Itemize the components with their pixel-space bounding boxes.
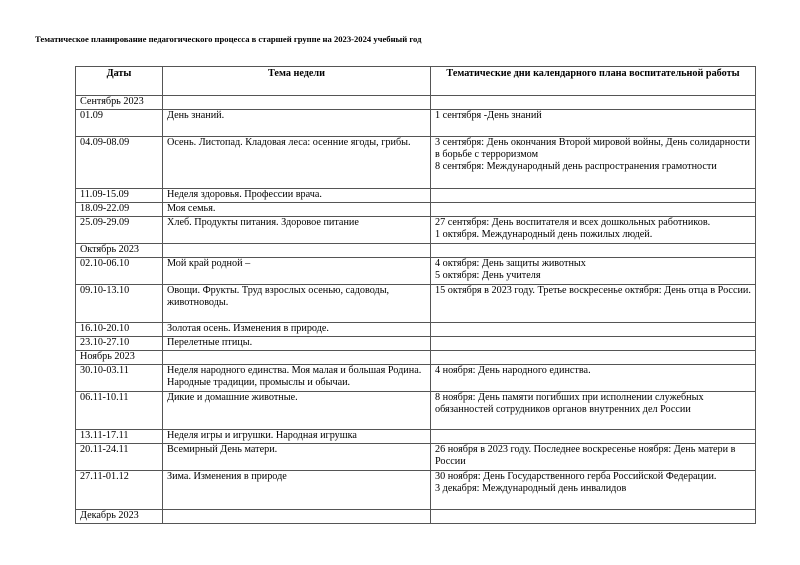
thematic-days-cell bbox=[431, 337, 756, 351]
table-row bbox=[76, 337, 756, 351]
week-theme-cell bbox=[163, 137, 431, 189]
dates-cell bbox=[76, 337, 163, 351]
dates-cell-text: 02.10-06.10 bbox=[80, 258, 130, 269]
dates-cell bbox=[76, 203, 163, 217]
month-row bbox=[76, 244, 756, 258]
table-row bbox=[76, 444, 756, 471]
week-theme-cell bbox=[163, 258, 431, 285]
dates-cell bbox=[76, 365, 163, 392]
dates-cell-text: 20.11-24.11 bbox=[80, 444, 129, 455]
week-theme-cell-text: День знаний. bbox=[167, 110, 225, 121]
dates-cell-text: Ноябрь 2023 bbox=[80, 351, 135, 362]
table-row bbox=[76, 189, 756, 203]
week-theme-cell bbox=[163, 96, 431, 110]
week-theme-cell-text: Зима. Изменения в природе bbox=[167, 471, 287, 482]
dates-cell bbox=[76, 392, 163, 430]
week-theme-cell bbox=[163, 444, 431, 471]
thematic-days-cell bbox=[431, 351, 756, 365]
dates-cell bbox=[76, 110, 163, 137]
dates-cell-text: 27.11-01.12 bbox=[80, 471, 129, 482]
dates-cell-text: Октябрь 2023 bbox=[80, 244, 140, 255]
dates-cell-text: 25.09-29.09 bbox=[80, 217, 130, 228]
thematic-days-cell-text: 27 сентября: День воспитателя и всех дошкольных работников. 1 октября. Международный день пожилых людей. bbox=[435, 217, 711, 241]
table-row bbox=[76, 392, 756, 430]
thematic-days-cell-text: 8 ноября: День памяти погибших при исполнении служебных обязанностей сотрудников органов внутренних дел России bbox=[435, 392, 704, 416]
dates-cell bbox=[76, 510, 163, 524]
thematic-days-cell bbox=[431, 110, 756, 137]
table-row bbox=[76, 217, 756, 244]
thematic-days-cell bbox=[431, 471, 756, 510]
dates-cell bbox=[76, 244, 163, 258]
dates-cell-text: 23.10-27.10 bbox=[80, 337, 130, 348]
week-theme-cell bbox=[163, 189, 431, 203]
document-title: Тематическое планирование педагогического процесса в старшей группе на 2023-2024 учебный год bbox=[35, 34, 422, 44]
table-row bbox=[76, 323, 756, 337]
dates-cell bbox=[76, 351, 163, 365]
month-row bbox=[76, 351, 756, 365]
table-row bbox=[76, 285, 756, 323]
thematic-days-cell bbox=[431, 285, 756, 323]
thematic-days-cell bbox=[431, 244, 756, 258]
thematic-days-cell bbox=[431, 430, 756, 444]
week-theme-cell bbox=[163, 217, 431, 244]
thematic-days-cell bbox=[431, 258, 756, 285]
dates-cell bbox=[76, 444, 163, 471]
week-theme-cell bbox=[163, 430, 431, 444]
week-theme-cell bbox=[163, 510, 431, 524]
week-theme-cell-text: Неделя народного единства. Моя малая и большая Родина. Народные традиции, промыслы и обычаи. bbox=[167, 365, 422, 389]
week-theme-cell bbox=[163, 351, 431, 365]
week-theme-cell bbox=[163, 392, 431, 430]
thematic-days-cell bbox=[431, 203, 756, 217]
week-theme-cell bbox=[163, 203, 431, 217]
thematic-days-cell bbox=[431, 365, 756, 392]
week-theme-cell bbox=[163, 337, 431, 351]
thematic-days-cell bbox=[431, 510, 756, 524]
table-row bbox=[76, 430, 756, 444]
week-theme-cell bbox=[163, 110, 431, 137]
week-theme-cell-text: Овощи. Фрукты. Труд взрослых осенью, садоводы, животноводы. bbox=[167, 285, 390, 309]
week-theme-cell-text: Золотая осень. Изменения в природе. bbox=[167, 323, 329, 334]
thematic-days-cell bbox=[431, 137, 756, 189]
thematic-days-cell-text: 30 ноября: День Государственного герба Российской Федерации. 3 декабря: Международный день инвалидов bbox=[435, 471, 717, 495]
week-theme-cell-text: Перелетные птицы. bbox=[167, 337, 253, 348]
table-row bbox=[76, 471, 756, 510]
thematic-days-cell-text: 4 ноября: День народного единства. bbox=[435, 365, 591, 376]
dates-cell-text: 13.11-17.11 bbox=[80, 430, 129, 441]
header-thematic-days: Тематические дни календарного плана воспитательной работы bbox=[431, 67, 756, 96]
month-row bbox=[76, 96, 756, 110]
dates-cell-text: 11.09-15.09 bbox=[80, 189, 129, 200]
dates-cell bbox=[76, 189, 163, 203]
thematic-days-cell-text: 4 октября: День защиты животных 5 октября: День учителя bbox=[435, 258, 586, 282]
week-theme-cell-text: Неделя игры и игрушки. Народная игрушка bbox=[167, 430, 357, 441]
week-theme-cell bbox=[163, 285, 431, 323]
dates-cell bbox=[76, 137, 163, 189]
dates-cell bbox=[76, 258, 163, 285]
thematic-days-cell-text: 26 ноября в 2023 году. Последнее воскресенье ноября: День матери в России bbox=[435, 444, 736, 468]
table-row bbox=[76, 365, 756, 392]
thematic-days-cell bbox=[431, 444, 756, 471]
week-theme-cell bbox=[163, 365, 431, 392]
thematic-days-cell bbox=[431, 96, 756, 110]
header-dates: Даты bbox=[76, 67, 163, 96]
thematic-days-cell-text: 3 сентября: День окончания Второй мировой войны, День солидарности в борьбе с терроризмом 8 сентября: Международный день распространения грамотности bbox=[435, 137, 750, 173]
week-theme-cell-text: Мой край родной – bbox=[167, 258, 251, 269]
table-row bbox=[76, 258, 756, 285]
week-theme-cell bbox=[163, 471, 431, 510]
thematic-days-cell-text: 1 сентября -День знаний bbox=[435, 110, 542, 121]
dates-cell-text: 30.10-03.11 bbox=[80, 365, 129, 376]
dates-cell-text: Сентябрь 2023 bbox=[80, 96, 144, 107]
thematic-days-cell bbox=[431, 217, 756, 244]
dates-cell-text: Декабрь 2023 bbox=[80, 510, 139, 521]
table-header-row bbox=[76, 67, 756, 96]
dates-cell-text: 04.09-08.09 bbox=[80, 137, 130, 148]
week-theme-cell-text: Неделя здоровья. Профессии врача. bbox=[167, 189, 322, 200]
dates-cell bbox=[76, 323, 163, 337]
week-theme-cell-text: Дикие и домашние животные. bbox=[167, 392, 298, 403]
thematic-days-cell bbox=[431, 323, 756, 337]
week-theme-cell-text: Всемирный День матери. bbox=[167, 444, 278, 455]
dates-cell-text: 18.09-22.09 bbox=[80, 203, 130, 214]
week-theme-cell bbox=[163, 323, 431, 337]
week-theme-cell bbox=[163, 244, 431, 258]
table-row bbox=[76, 203, 756, 217]
dates-cell-text: 01.09 bbox=[80, 110, 103, 121]
table-row bbox=[76, 110, 756, 137]
week-theme-cell-text: Осень. Листопад. Кладовая леса: осенние ягоды, грибы. bbox=[167, 137, 411, 148]
dates-cell-text: 09.10-13.10 bbox=[80, 285, 130, 296]
dates-cell-text: 06.11-10.11 bbox=[80, 392, 129, 403]
table-row bbox=[76, 137, 756, 189]
dates-cell bbox=[76, 285, 163, 323]
dates-cell-text: 16.10-20.10 bbox=[80, 323, 130, 334]
dates-cell bbox=[76, 471, 163, 510]
week-theme-cell-text: Моя семья. bbox=[167, 203, 216, 214]
planning-table bbox=[75, 66, 756, 524]
thematic-days-cell bbox=[431, 392, 756, 430]
dates-cell bbox=[76, 217, 163, 244]
thematic-days-cell-text: 15 октября в 2023 году. Третье воскресенье октября: День отца в России. bbox=[435, 285, 751, 296]
month-row bbox=[76, 510, 756, 524]
dates-cell bbox=[76, 96, 163, 110]
table-body bbox=[76, 96, 756, 524]
thematic-days-cell bbox=[431, 189, 756, 203]
week-theme-cell-text: Хлеб. Продукты питания. Здоровое питание bbox=[167, 217, 359, 228]
dates-cell bbox=[76, 430, 163, 444]
header-week-theme: Тема недели bbox=[163, 67, 431, 96]
